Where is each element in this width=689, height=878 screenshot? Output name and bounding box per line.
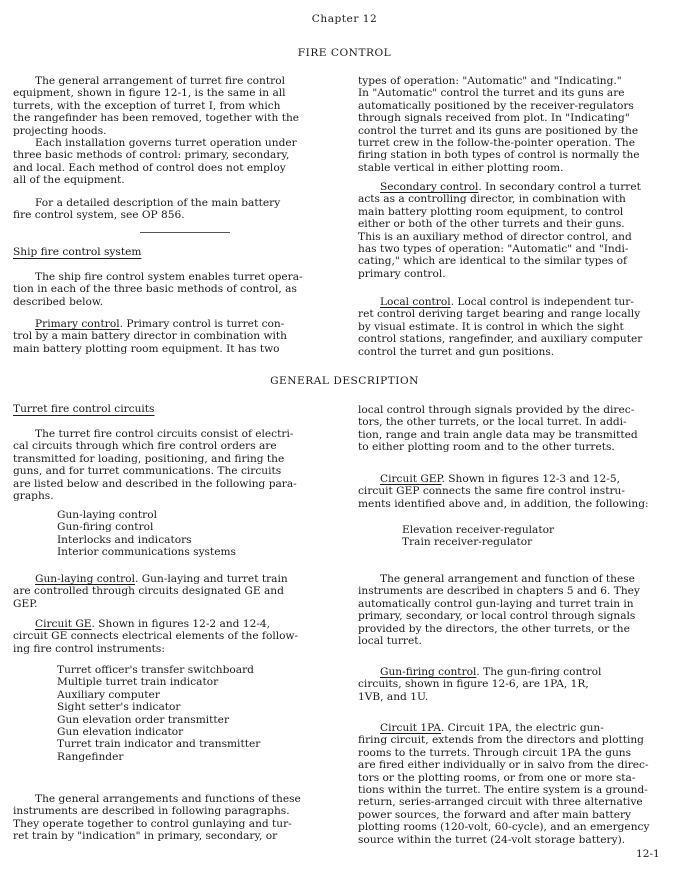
text-line: to either plotting room and to the other turrets. [358, 441, 615, 454]
page-number: 12-1 [636, 848, 660, 860]
paragraph [358, 404, 638, 454]
text-line: graphs. [13, 489, 54, 502]
text-line: circuit GEP connects the same fire control instru- [358, 485, 625, 498]
text-line: tion, range and train angle data may be transmitted [358, 428, 638, 441]
paragraph-gun-firing [358, 666, 601, 703]
text-line: Gun-firing control. The gun-firing control [380, 666, 602, 678]
text-line: Gun-firing control [57, 521, 154, 534]
text-line: ret control deriving target bearing and range locally [358, 308, 641, 321]
text-line: and local. Each method of control does not employ [13, 161, 286, 174]
text-line: circuit GE connects electrical elements of the follow- [13, 630, 299, 643]
text-line: tion in each of the three basic methods of control, as [13, 283, 297, 296]
text-line: cating," which are identical to the similar types of [358, 255, 627, 268]
text-line: Gun elevation order transmitter [57, 713, 230, 726]
paragraph-circuit-1pa [358, 722, 649, 846]
text-line: Interior communications systems [57, 546, 236, 559]
text-line: tions within the turret. The entire system is a ground- [358, 783, 648, 796]
text-line: through signals received from plot. In "Indicating" [358, 112, 630, 125]
paragraph-lead: Secondary control [380, 181, 479, 193]
text-line: described below. [13, 295, 104, 308]
text-line: three basic methods of control: primary, secondary, [13, 149, 290, 162]
paragraph-lead: Circuit GEP [380, 473, 442, 485]
text-line: tors, the other turrets, or the local turret. In addi- [358, 416, 627, 429]
text-line: control stations, rangefinder, and auxiliary computer [358, 333, 643, 346]
instrument-list [57, 664, 260, 763]
text-line: circuits, shown in figure 12-6, are 1PA, 1R, [358, 678, 589, 691]
text-line: instruments are described in following paragraphs. [13, 805, 290, 818]
text-line: the rangefinder has been removed, together with the [13, 112, 300, 125]
text-line: automatically positioned by the receiver-regulators [358, 99, 634, 112]
text-line: by visual estimate. It is control in which the sight [358, 320, 624, 333]
paragraph [13, 271, 303, 308]
text-line: Elevation receiver-regulator [402, 524, 555, 536]
text-line: turret crew in the follow-the-pointer operation. The [358, 136, 636, 149]
text-line: either or both of the other turrets and their guns. [358, 218, 625, 231]
text-line: Circuit 1PA. Circuit 1PA, the electric gun- [380, 722, 604, 734]
text-line: guns, and for turret communications. The circuits [13, 465, 282, 478]
text-line: equipment, shown in figure 12-1, is the same in all [13, 87, 286, 100]
text-line: transmitted for loading, positioning, and firing the [13, 452, 285, 465]
text-line: all of the equipment. [13, 174, 125, 187]
text-line: provided by the directors, the other turrets, or the [358, 622, 630, 635]
text-line: acts as a controlling director, in combination with [358, 193, 626, 206]
text-line: projecting hoods. [13, 124, 107, 137]
text-line: automatically control gun-laying and turret train in [358, 597, 634, 610]
text-line: Sight setter's indicator [57, 701, 181, 714]
text-line: primary control. [358, 267, 446, 280]
text-line: Gun-laying control. Gun-laying and turret train [35, 573, 288, 585]
paragraph-lead: Gun-firing control [380, 666, 477, 678]
paragraph-lead: Circuit 1PA [380, 722, 441, 734]
text-line: primary, secondary, or local control through signals [358, 610, 636, 623]
section-title-general-description: GENERAL DESCRIPTION [270, 375, 419, 387]
text-line: They operate together to control gunlaying and tur- [13, 817, 292, 830]
text-line: Primary control. Primary control is turret con- [35, 318, 285, 330]
regulator-list [402, 524, 554, 549]
text-line: Auxiliary computer [57, 688, 160, 701]
paragraph [13, 428, 297, 502]
section-title-fire-control: FIRE CONTROL [297, 47, 392, 59]
paragraph-lead: Local control [380, 296, 451, 308]
text-line: tors or the plotting rooms, or from one or more sta- [358, 771, 636, 784]
paragraph [358, 573, 640, 647]
text-line: Gun elevation indicator [57, 725, 184, 738]
text-line: Multiple turret train indicator [57, 676, 219, 689]
paragraph-lead: Primary control [35, 318, 120, 330]
text-line: ing fire control instruments: [13, 642, 165, 655]
text-line: has two types of operation: "Automatic" and "Indi- [358, 242, 629, 255]
circuit-list [57, 509, 236, 559]
text-line: Gun-laying control [57, 509, 157, 521]
text-line: are controlled through circuits designated GE and [13, 585, 284, 598]
text-line: The general arrangement of turret fire control [35, 75, 285, 87]
text-line: This is an auxiliary method of director control, and [358, 230, 632, 243]
text-line: 1VB, and 1U. [358, 690, 429, 703]
text-line: Secondary control. In secondary control a turret [380, 181, 641, 193]
paragraph-circuit-ge [13, 618, 298, 655]
text-line: The general arrangements and functions of these [35, 793, 301, 805]
text-line: ret train by "indication" in primary, secondary, or [13, 830, 278, 843]
paragraph-lead: Gun-laying control [35, 573, 135, 585]
paragraph [13, 793, 301, 843]
paragraph [13, 137, 297, 187]
text-line: main battery plotting room equipment, to control [358, 205, 624, 218]
heading-ship-fire-control: Ship fire control system [13, 246, 142, 258]
paragraph-secondary-control [358, 181, 641, 280]
text-line: types of operation: "Automatic" and "Indicating." [358, 75, 622, 87]
text-line: stable vertical in either plotting room. [358, 161, 564, 174]
paragraph [358, 75, 640, 174]
text-line: return, series-arranged circuit with three alternative [358, 796, 643, 809]
text-line: Circuit GEP. Shown in figures 12-3 and 12-5, [380, 473, 620, 485]
chapter-label: Chapter 12 [311, 13, 378, 25]
text-line: fire control system, see OP 856. [13, 209, 185, 222]
text-line: instruments are described in chapters 5 and 6. They [358, 585, 640, 598]
text-line: Interlocks and indicators [57, 533, 192, 546]
paragraph-circuit-gep [358, 473, 649, 510]
text-line: control the turret and its guns are positioned by the [358, 124, 639, 137]
paragraph [13, 197, 280, 222]
paragraph [13, 75, 299, 137]
text-line: firing station in both types of control is normally the [358, 149, 640, 162]
text-line: The ship fire control system enables turret opera- [35, 271, 303, 283]
text-line: cal circuits through which fire control orders are [13, 440, 277, 453]
paragraph-lead: Circuit GE [35, 618, 92, 630]
text-line: Turret train indicator and transmitter [57, 738, 261, 751]
text-line: firing circuit, extends from the directors and plotting [358, 734, 644, 747]
text-line: plotting rooms (120-volt, 60-cycle), and an emergency [358, 821, 650, 834]
text-line: Local control. Local control is independent tur- [380, 296, 634, 308]
text-line: Turret officer's transfer switchboard [57, 664, 254, 676]
text-line: In "Automatic" control the turret and its guns are [358, 87, 625, 100]
text-line: For a detailed description of the main battery [35, 197, 281, 209]
text-line: turrets, with the exception of turret I, from which [13, 99, 281, 112]
text-line: Each installation governs turret operation under [35, 137, 297, 149]
text-line: Circuit GE. Shown in figures 12-2 and 12-4, [35, 618, 270, 630]
text-line: local control through signals provided by the direc- [358, 404, 635, 416]
text-line: are listed below and described in the following para- [13, 477, 297, 490]
text-line: source within the turret (24-volt storage battery). [358, 833, 626, 846]
text-line: power sources, the forward and after main battery [358, 808, 632, 821]
text-line: The turret fire control circuits consist of electri- [35, 428, 294, 440]
text-line: The general arrangement and function of these [380, 573, 635, 585]
divider [140, 232, 230, 233]
paragraph-gun-laying [13, 573, 288, 610]
heading-turret-circuits: Turret fire control circuits [13, 403, 155, 415]
paragraph-local-control [358, 296, 642, 358]
text-line: rooms to the turrets. Through circuit 1PA the guns [358, 746, 632, 759]
text-line: main battery plotting room equipment. It has two [13, 342, 280, 355]
text-line: GEP. [13, 597, 38, 610]
text-line: control the turret and gun positions. [358, 345, 555, 358]
text-line: Rangefinder [57, 750, 124, 763]
text-line: Train receiver-regulator [402, 536, 533, 549]
paragraph-primary-control [13, 318, 287, 355]
text-line: are fired either individually or in salvo from the direc- [358, 759, 649, 772]
text-line: ments identified above and, in addition, the following: [358, 497, 649, 510]
text-line: trol by a main battery director in combination with [13, 330, 288, 343]
text-line: local turret. [358, 634, 422, 647]
